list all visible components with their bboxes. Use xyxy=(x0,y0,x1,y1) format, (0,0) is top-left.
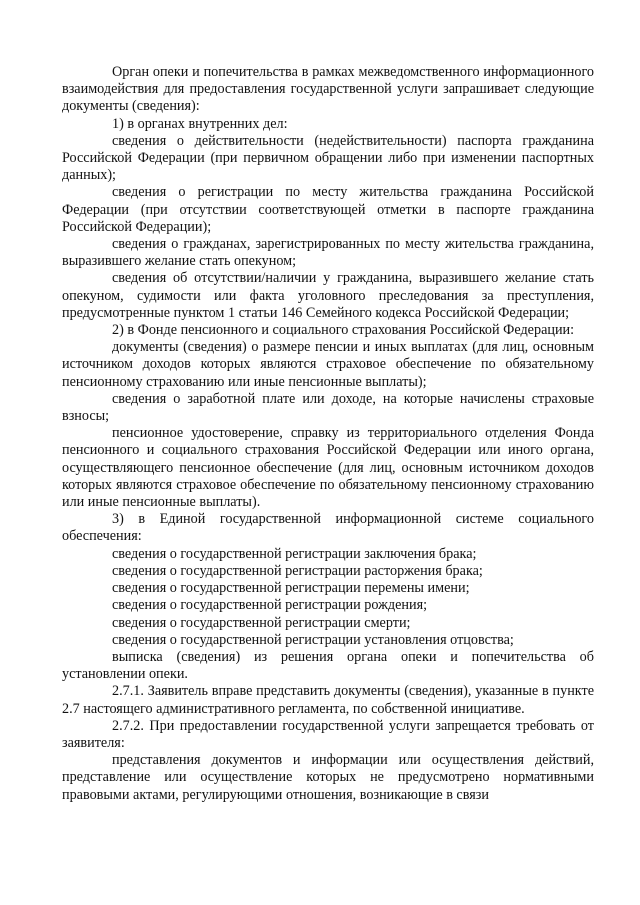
paragraph: документы (сведения) о размере пенсии и иных выплатах (для лиц, основным источником доходов которых являются страховое обеспечение по обязательному пенсионному страхованию или иные пенсионные выплаты); xyxy=(62,339,594,390)
paragraph: пенсионное удостоверение, справку из территориального отделения Фонда пенсионного и социального страхования Российской Федерации или иного органа, осуществляющего пенсионное обеспечение (для лиц, основным источником доходов которых являются страховое обеспечение по обязательному пенсионному страхованию или иные пенсионные выплаты). xyxy=(62,425,594,511)
paragraph: представления документов и информации или осуществления действий, представление или осуществление которых не предусмотрено нормативными правовыми актами, регулирующими отношения, возникающие в связи xyxy=(62,752,594,803)
paragraph: сведения о государственной регистрации смерти; xyxy=(112,614,411,631)
paragraph-intro: Орган опеки и попечительства в рамках межведомственного информационного взаимодействия для предоставления государственной услуги запрашивает следующие документы (сведения): xyxy=(62,64,594,115)
paragraph-clause-2-7-1: 2.7.1. Заявитель вправе представить документы (сведения), указанные в пункте 2.7 настоящего административного регламента, по собственной инициативе. xyxy=(62,683,594,717)
paragraph: сведения об отсутствии/наличии у гражданина, выразившего желание стать опекуном, судимости или факта уголовного преследования за преступления, предусмотренные пунктом 1 статьи 146 Семейного кодекса Российской Федерации; xyxy=(62,270,594,321)
paragraph: сведения о государственной регистрации расторжения брака; xyxy=(112,562,483,579)
paragraph: сведения о государственной регистрации установления отцовства; xyxy=(112,631,514,648)
paragraph-item-3-heading: 3) в Единой государственной информационной системе социального обеспечения: xyxy=(62,511,594,545)
paragraph: сведения о заработной плате или доходе, на которые начислены страховые взносы; xyxy=(62,390,594,425)
paragraph: сведения о регистрации по месту жительства гражданина Российской Федерации (при отсутствии соответствующей отметки в паспорте гражданина Российской Федерации); xyxy=(62,184,594,235)
paragraph: сведения о государственной регистрации заключения брака; xyxy=(112,545,477,562)
document-body xyxy=(62,64,594,804)
paragraph: выписка (сведения) из решения органа опеки и попечительства об установлении опеки. xyxy=(62,648,594,683)
paragraph-item-1-heading: 1) в органах внутренних дел: xyxy=(112,115,288,132)
paragraph: сведения о гражданах, зарегистрированных по месту жительства гражданина, выразившего желание стать опекуном; xyxy=(62,236,594,270)
paragraph-item-2-heading: 2) в Фонде пенсионного и социального страхования Российской Федерации: xyxy=(112,322,575,339)
paragraph: сведения о государственной регистрации рождения; xyxy=(112,597,428,614)
paragraph: сведения о действительности (недействительности) паспорта гражданина Российской Федерации (при первичном обращении либо при изменении паспортных данных); xyxy=(62,132,594,184)
paragraph: сведения о государственной регистрации перемены имени; xyxy=(112,580,470,597)
paragraph-clause-2-7-2: 2.7.2. При предоставлении государственной услуги запрещается требовать от заявителя: xyxy=(62,717,594,751)
